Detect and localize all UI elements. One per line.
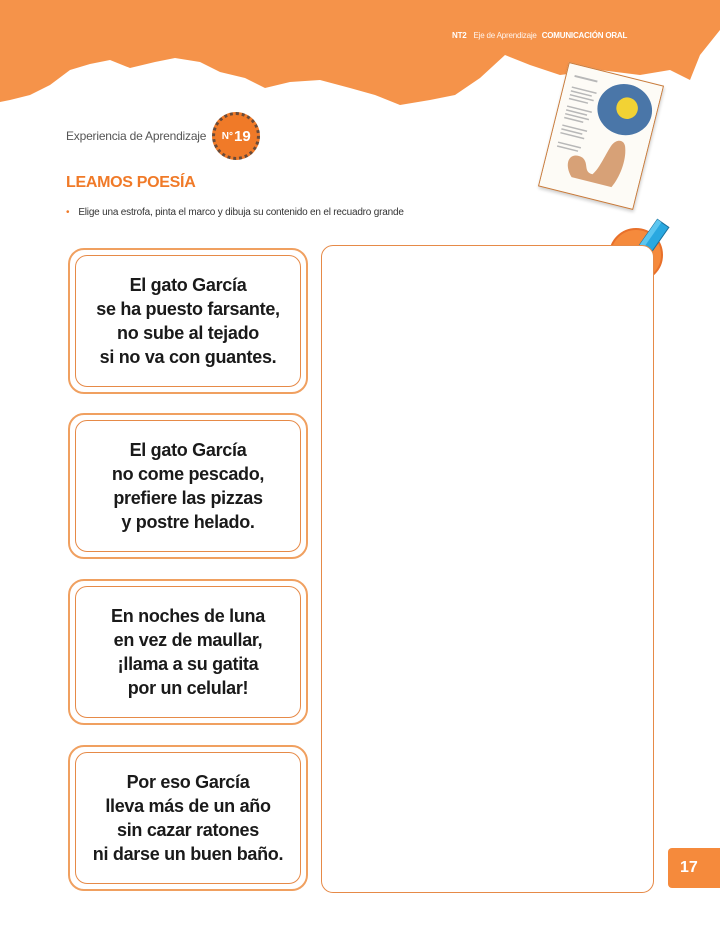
stanza-frame: [75, 255, 301, 387]
stanza-line: ni darse un buen baño.: [92, 844, 284, 864]
stanza-card-3[interactable]: [68, 579, 308, 725]
drawing-area[interactable]: [321, 245, 654, 893]
stanza-line: no sube al tejado: [117, 323, 259, 343]
experience-heading: [66, 114, 260, 158]
stanza-line: El gato García: [129, 440, 247, 460]
level-label: NT2: [452, 31, 467, 40]
axis-name: COMUNICACIÓN ORAL: [541, 31, 628, 40]
experience-number-badge: N° 19: [212, 112, 260, 160]
experience-label: Experiencia de Aprendizaje: [66, 129, 207, 143]
stanza-frame: [75, 586, 301, 718]
stanza-line: por un celular!: [127, 678, 249, 698]
stanza-line: El gato García: [129, 275, 247, 295]
stanza-card-1[interactable]: [68, 248, 308, 394]
bullet-icon: •: [66, 207, 70, 218]
experience-number: 19: [234, 127, 251, 145]
instruction: • Elige una estrofa, pinta el marco y dibuja su contenido en el recuadro grande: [66, 207, 404, 218]
stanza-line: En noches de luna: [111, 606, 265, 626]
stanza-line: lleva más de un año: [105, 796, 271, 816]
stanza-line: no come pescado,: [111, 464, 265, 484]
stanza-line: prefiere las pizzas: [113, 488, 263, 508]
stanza-line: ¡llama a su gatita: [117, 654, 259, 674]
stanza-card-4[interactable]: [68, 745, 308, 891]
stanza-line: se ha puesto farsante,: [96, 299, 280, 319]
stanza-line: y postre helado.: [121, 512, 255, 532]
stanza-frame: [75, 420, 301, 552]
page-number: 17: [668, 848, 720, 888]
header-breadcrumb: [452, 31, 627, 40]
stanza-line: sin cazar ratones: [117, 820, 259, 840]
stanza-line: en vez de maullar,: [113, 630, 263, 650]
page-title: LEAMOS POESÍA: [66, 174, 196, 191]
axis-label: Eje de Aprendizaje: [473, 31, 537, 40]
stanza-card-2[interactable]: [68, 413, 308, 559]
stanza-line: Por eso García: [126, 772, 250, 792]
stanza-line: si no va con guantes.: [99, 347, 277, 367]
stanza-frame: [75, 752, 301, 884]
